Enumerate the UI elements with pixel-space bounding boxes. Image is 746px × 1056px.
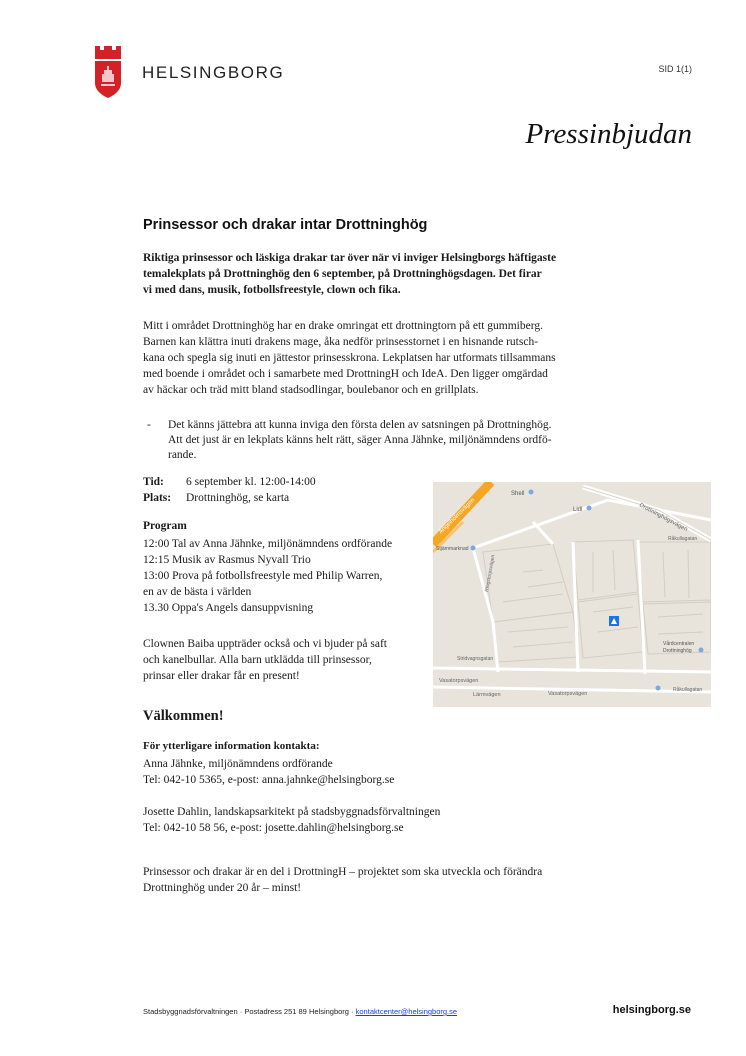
paragraph-line: med boende i området och i samarbete med DrottningH och IdeA. Den ligger omgärdad bbox=[143, 368, 548, 380]
contact-line: Tel: 042-10 58 56, e-post: josette.dahlin@helsingborg.se bbox=[143, 822, 404, 834]
contact-person-1 bbox=[143, 756, 394, 788]
map-label-stridsvagnsgatan: Stridvagnsgatan bbox=[457, 656, 494, 662]
lead-paragraph bbox=[143, 250, 556, 298]
map-label-larmvagen: Lärmvägen bbox=[473, 692, 501, 698]
map-label-ringstorpsvagen: Ringstorpsvägen bbox=[484, 554, 497, 593]
clown-line: Clownen Baiba uppträder också och vi bjuder på saft bbox=[143, 638, 387, 650]
footer-website[interactable]: helsingborg.se bbox=[612, 1004, 691, 1016]
footer-email-link[interactable]: kontaktcenter@helsingborg.se bbox=[355, 1007, 458, 1016]
clown-line: prinsar eller drakar får en present! bbox=[143, 670, 300, 682]
quote-line: rande. bbox=[168, 449, 197, 461]
brand-name: HELSINGBORG bbox=[142, 63, 285, 82]
map-label-shell: Shell bbox=[511, 491, 525, 497]
map-label-rakullagatan2: Råkullagatan bbox=[673, 687, 703, 693]
map-label-rakullagatan: Råkullagatan bbox=[668, 536, 698, 542]
contact-line: Anna Jähnke, miljönämndens ordförande bbox=[143, 758, 333, 770]
paragraph-line: kana och spegla sig inuti en jättestor prinsesskrona. Lekplatsen har utformats tillsammans bbox=[143, 352, 556, 364]
location-map[interactable] bbox=[433, 482, 711, 707]
quote-dash: - bbox=[147, 419, 151, 431]
welcome-heading: Välkommen! bbox=[143, 708, 224, 724]
lead-line: vi med dans, musik, fotbollsfreestyle, clown och fika. bbox=[143, 284, 401, 296]
paragraph-line: av häckar och träd mitt bland stadsodlingar, boulebanor och en grillplats. bbox=[143, 384, 479, 396]
time-value: 6 september kl. 12:00-14:00 bbox=[186, 476, 316, 488]
map-label-stjarnmarkand: Stjärnmarknad bbox=[436, 546, 469, 552]
clown-paragraph bbox=[143, 636, 387, 684]
map-label-vasatorpsvagen: Vasatorpsvägen bbox=[439, 678, 479, 684]
press-headline: Prinsessor och drakar intar Drottninghög bbox=[143, 217, 428, 233]
closing-line: Prinsessor och drakar är en del i DrottningH – projektet som ska utveckla och förändra bbox=[143, 866, 543, 878]
clown-line: och kanelbullar. Alla barn utklädda till prinsessor, bbox=[143, 654, 372, 666]
page-number: SID 1(1) bbox=[658, 64, 692, 74]
program-item: 13.30 Oppa's Angels dansuppvisning bbox=[143, 602, 314, 614]
document-type: Pressinbjudan bbox=[525, 118, 692, 150]
event-details bbox=[143, 474, 316, 506]
program-item: 13:00 Prova på fotbollsfreestyle med Philip Warren, bbox=[143, 570, 383, 582]
closing-paragraph bbox=[143, 864, 542, 896]
contact-person-2 bbox=[143, 804, 440, 836]
lead-line: temalekplats på Drottninghög den 6 september, på Drottninghögsdagen. Det firar bbox=[143, 268, 542, 280]
footer-address bbox=[143, 1007, 457, 1016]
map-label-vardcentralen: Vårdcentralen bbox=[663, 641, 695, 647]
program-list bbox=[143, 536, 392, 616]
program-item: 12:00 Tal av Anna Jähnke, miljönämndens ordförande bbox=[143, 538, 393, 550]
map-label-vasatorpsvagen2: Vasatorpsvägen bbox=[548, 691, 588, 697]
paragraph-line: Barnen kan klättra inuti drakens mage, åka nedför prinsesstornet i en hisnande rutsch- bbox=[143, 336, 539, 348]
contact-line: Josette Dahlin, landskapsarkitekt på stadsbyggnadsförvaltningen bbox=[143, 806, 441, 818]
program-heading: Program bbox=[143, 520, 187, 532]
program-item: 12:15 Musik av Rasmus Nyvall Trio bbox=[143, 554, 311, 566]
description-paragraph bbox=[143, 318, 556, 398]
lead-line: Riktiga prinsessor och läskiga drakar tar över när vi inviger Helsingborgs häftigaste bbox=[143, 252, 557, 264]
place-value: Drottninghög, se karta bbox=[186, 492, 290, 504]
quote-line: Att det just är en lekplats känns helt rätt, säger Anna Jähnke, miljönämndens ordfö- bbox=[168, 434, 552, 446]
map-labels bbox=[433, 482, 711, 707]
quote-line: Det känns jättebra att kunna inviga den första delen av satsningen på Drottninghög. bbox=[168, 419, 552, 431]
place-label: Plats: bbox=[143, 492, 172, 504]
map-label-drottninghogsvagen: Drottninghögsvägen bbox=[638, 502, 689, 533]
contact-heading: För ytterligare information kontakta: bbox=[143, 740, 320, 752]
map-label-lidl: Lidl bbox=[573, 507, 583, 513]
program-item: en av de bästa i världen bbox=[143, 586, 252, 598]
footer-address-text: Stadsbyggnadsförvaltningen · Postadress 251 89 Helsingborg · bbox=[143, 1007, 356, 1016]
contact-line: Tel: 042-10 5365, e-post: anna.jahnke@helsingborg.se bbox=[143, 774, 395, 786]
helsingborg-crest-logo bbox=[94, 44, 122, 99]
map-label-angelholmsvagen: Ängelholmsvägen bbox=[438, 497, 477, 536]
paragraph-line: Mitt i området Drottninghög har en drake omringat ett drottningtorn på ett gummiberg. bbox=[143, 320, 543, 332]
map-label-drottninghog: Drottninghög bbox=[663, 648, 692, 654]
time-label: Tid: bbox=[143, 476, 164, 488]
closing-line: Drottninghög under 20 år – minst! bbox=[143, 882, 302, 894]
